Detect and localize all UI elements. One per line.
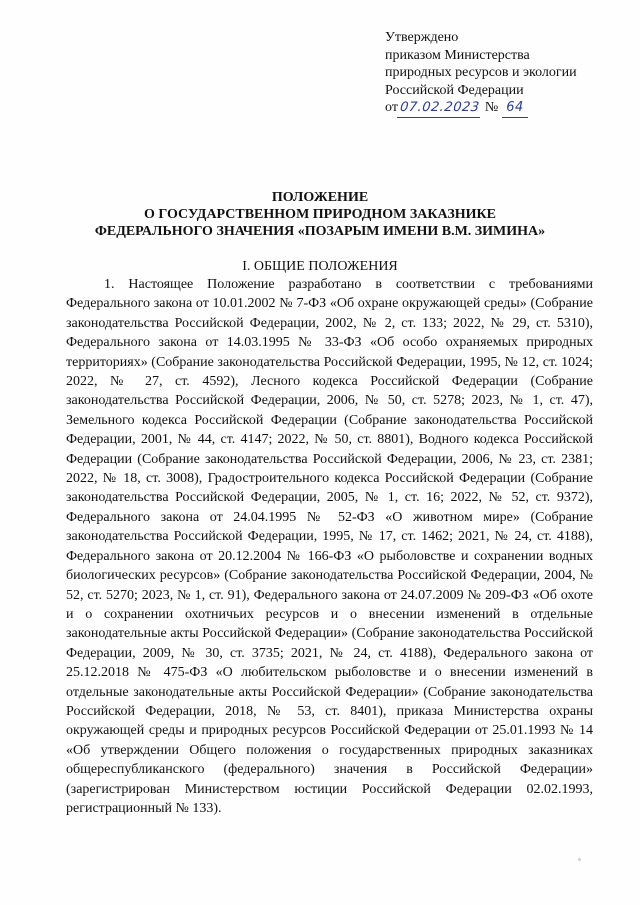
body-paragraph-1: 1. Настоящее Положение разработано в соответствии с требованиями Федерального закона от 10.01.2002 № 7-ФЗ «Об охране окружающей среды» (Собрание законодательства Российской Федерации, 2002, № 2, ст. 133; 2022, № 29, ст. 5310), Федерального закона от 14.03.1995 № 33-ФЗ «Об особо охраняемых природных территориях» (Собрание законодательства Российской Федерации, 1995, № 12, ст. 1024; 2022, № 27, ст. 4592), Лесного кодекса Российской Федерации (Собрание законодательства Российской Федерации, 2006, № 50, ст. 5278; 2023, № 1, ст. 47), Земельного кодекса Российской Федерации (Собрание законодательства Российской Федерации, 2001, № 44, ст. 4147; 2022, № 50, ст. 8801), Водного кодекса Российской Федерации (Собрание законодательства Российской Федерации, 2006, № 23, ст. 2381; 2022, № 18, ст. 3008), Градостроительного кодекса Российской Федерации (Собрание законодательства Российской Федерации, 2005, № 1, ст. 16; 2022, № 52, ст. 9372), Федерального закона от 24.04.1995 № 52-ФЗ «О животном мире» (Собрание законодательства Российской Федерации, 1995, № 17, ст. 1462; 2021, № 24, ст. 4188), Федерального закона от 20.12.2004 № 166-ФЗ «О рыболовстве и сохранении водных биологических ресурсов» (Собрание законодательства Российской Федерации, 2004, № 52, ст. 5270; 2023, № 1, ст. 91), Федерального закона от 24.07.2009 № 209-ФЗ «Об охоте и о сохранении охотничьих ресурсов и о внесении изменений в отдельные законодательные акты Российской Федерации» (Собрание законодательства Российской Федерации, 2009, № 30, ст. 3735; 2021, № 24, ст. 4188), Федерального закона от 25.12.2018 № 475-ФЗ «О любительском рыболовстве и о внесении изменений в отдельные законодательные акты Российской Федерации» (Собрание законодательства Российской Федерации, 2018, № 53, ст. 8401), приказа Министерства охраны окружающей среды и природных ресурсов Российской Федерации от 25.01.1993 № 14 «Об утверждении Общего положения о государственных природных заказниках общереспубликанского (федерального) значения в Российской Федерации» (зарегистрирован Министерством юстиции Российской Федерации 02.02.1993, регистрационный № 133).	[66, 277, 593, 816]
page-mark	[578, 858, 581, 861]
title-line-1: ПОЛОЖЕНИЕ	[271, 190, 369, 205]
handwritten-order-number: 64	[502, 99, 528, 118]
approval-block	[385, 29, 615, 118]
approval-line-1: Утверждено	[385, 30, 459, 45]
approval-line-2: приказом Министерства	[385, 47, 530, 63]
title-line-3: ФЕДЕРАЛЬНОГО ЗНАЧЕНИЯ «ПОЗАРЫМ ИМЕНИ В.М. ЗИМИНА»	[94, 224, 546, 239]
handwritten-date: 07.02.2023	[397, 99, 482, 118]
document-title	[60, 189, 580, 240]
number-prefix: №	[484, 100, 499, 115]
title-line-2: О ГОСУДАРСТВЕННОМ ПРИРОДНОМ ЗАКАЗНИКЕ	[144, 207, 496, 222]
section-heading: I. ОБЩИЕ ПОЛОЖЕНИЯ	[242, 259, 398, 274]
approval-line-3: природных ресурсов и экологии	[385, 65, 577, 80]
approval-date-line	[385, 99, 615, 118]
approval-line-4: Российской Федерации	[385, 82, 524, 98]
date-prefix: от	[385, 100, 398, 115]
